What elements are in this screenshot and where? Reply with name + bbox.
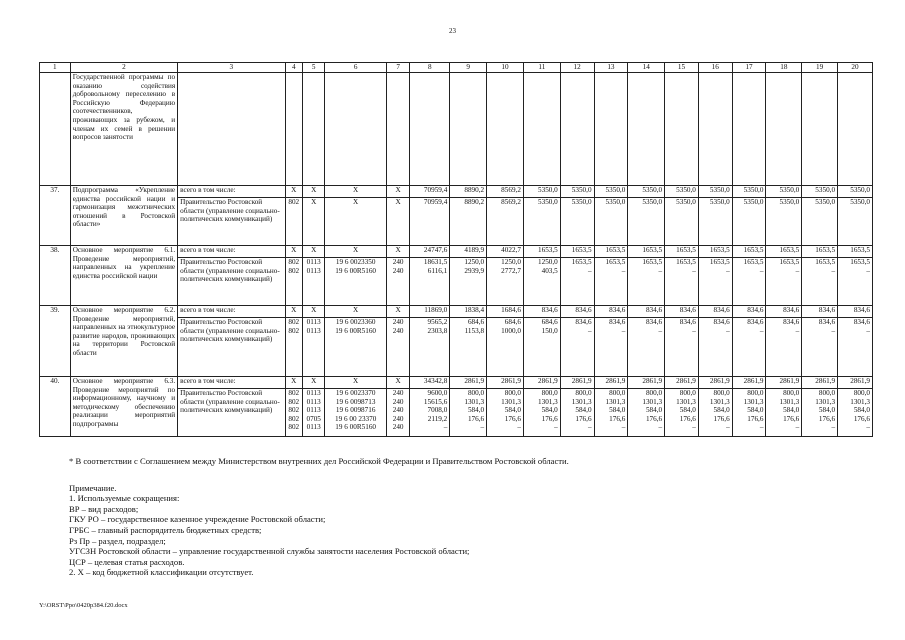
value-cell: 1250,0 2939,9	[450, 258, 487, 306]
grbs-cell: 802 802	[285, 318, 302, 377]
value-cell: 5350,0	[732, 186, 766, 198]
vr-cell: X	[386, 246, 410, 258]
value-cell: 1653,5 –	[766, 258, 802, 306]
value-cell: 5350,0	[665, 198, 699, 246]
value-cell: 834,6	[766, 306, 802, 318]
header-cell: 9	[450, 63, 487, 73]
value-cell: 4022,7	[487, 246, 524, 258]
value-cell: 4189,9	[450, 246, 487, 258]
value-cell: 834,6	[628, 306, 665, 318]
value-cell: 800,0 1301,3 584,0 176,6 –	[732, 389, 766, 437]
executor-cell: Правительство Ростовской области (управление социально-политических коммуникаций)	[178, 318, 285, 377]
value-cell: 5350,0	[698, 186, 732, 198]
value-cell: 800,0 1301,3 584,0 176,6 –	[665, 389, 699, 437]
value-cell: 684,6 150,0	[523, 318, 560, 377]
vr-cell: 240 240	[386, 258, 410, 306]
value-cell: 1653,5 –	[838, 258, 873, 306]
header-cell: 4	[285, 63, 302, 73]
header-cell: 16	[698, 63, 732, 73]
value-cell: 800,0 1301,3 584,0 176,6 –	[594, 389, 628, 437]
row-number-cell: 37.	[40, 186, 71, 246]
value-cell: 1653,5	[766, 246, 802, 258]
header-cell: 5	[302, 63, 325, 73]
note-line: 2. Х – код бюджетной классификации отсутствует.	[69, 567, 254, 578]
value-cell: 1653,5	[665, 246, 699, 258]
value-cell: 834,6	[802, 306, 838, 318]
value-cell: 800,0 1301,3 584,0 176,6 –	[523, 389, 560, 437]
value-cell: 5350,0	[665, 186, 699, 198]
csr-cell: 19 6 0023360 19 6 00R5160	[325, 318, 386, 377]
note-line: УГСЗН Ростовской области – управление государственной службы занятости населения Ростовской области;	[69, 546, 470, 557]
executor-cell: всего в том числе:	[178, 377, 285, 389]
grbs-cell: 802 802	[285, 258, 302, 306]
continuation-row	[40, 73, 873, 186]
value-cell: 1653,5	[523, 246, 560, 258]
vr-cell: X	[386, 186, 410, 198]
value-cell: 800,0 1301,3 584,0 176,6 –	[628, 389, 665, 437]
value-cell: 1653,5	[628, 246, 665, 258]
empty-cell	[523, 73, 560, 186]
header-cell: 2	[70, 63, 177, 73]
value-cell: 1653,5 –	[802, 258, 838, 306]
csr-cell: 19 6 0023350 19 6 00R5160	[325, 258, 386, 306]
header-cell: 14	[628, 63, 665, 73]
row-number-cell	[40, 73, 71, 186]
rzpr-cell: 0113 0113	[302, 258, 325, 306]
value-cell: 5350,0	[523, 186, 560, 198]
value-cell: 2861,9	[766, 377, 802, 389]
empty-cell	[450, 73, 487, 186]
value-cell: 2861,9	[838, 377, 873, 389]
description-cell: Основное мероприятие 6.3. Проведение мероприятий по информационному, научному и методическому обеспечению реализации мероприятий подпрограммы	[70, 377, 177, 437]
budget-table	[39, 62, 873, 437]
vr-cell: X	[386, 306, 410, 318]
rzpr-cell: X	[302, 186, 325, 198]
value-cell: 18631,5 6116,1	[410, 258, 450, 306]
header-cell: 19	[802, 63, 838, 73]
value-cell: 834,6 –	[732, 318, 766, 377]
grbs-cell: 802 802 802 802 802	[285, 389, 302, 437]
value-cell: 5350,0	[560, 198, 594, 246]
value-cell: 5350,0	[594, 198, 628, 246]
row-number-cell: 38.	[40, 246, 71, 306]
value-cell: 1653,5 –	[698, 258, 732, 306]
note-line: ВР – вид расходов;	[69, 503, 139, 514]
header-cell: 11	[523, 63, 560, 73]
vr-cell: X	[386, 198, 410, 246]
executor-cell: всего в том числе:	[178, 246, 285, 258]
csr-cell: X	[325, 186, 386, 198]
row-number-cell: 40.	[40, 377, 71, 437]
value-cell: 2861,9	[732, 377, 766, 389]
value-cell: 11869,0	[410, 306, 450, 318]
notes-section	[69, 456, 569, 578]
empty-cell	[302, 73, 325, 186]
table-row	[40, 377, 873, 389]
value-cell: 834,6 –	[594, 318, 628, 377]
value-cell: 1653,5	[802, 246, 838, 258]
header-row	[40, 63, 873, 73]
value-cell: 834,6	[838, 306, 873, 318]
value-cell: 24747,6	[410, 246, 450, 258]
vr-cell: X	[386, 377, 410, 389]
executor-cell: Правительство Ростовской области (управление социально-политических коммуникаций)	[178, 258, 285, 306]
executor-cell: Правительство Ростовской области (управление социально-политических коммуникаций)	[178, 198, 285, 246]
note-line: ГРБС – главный распорядитель бюджетных средств;	[69, 524, 262, 535]
value-cell: 5350,0	[802, 198, 838, 246]
value-cell: 834,6 –	[560, 318, 594, 377]
value-cell: 1653,5	[838, 246, 873, 258]
value-cell: 8569,2	[487, 186, 524, 198]
header-cell: 10	[487, 63, 524, 73]
description-cell: Основное мероприятие 6.2. Проведение мероприятий, направленных на этнокультурное развитие народов, проживающих на территории Ростовской области	[70, 306, 177, 377]
rzpr-cell: X	[302, 246, 325, 258]
value-cell: 800,0 1301,3 584,0 176,6 –	[450, 389, 487, 437]
value-cell: 5350,0	[838, 186, 873, 198]
value-cell: 2861,9	[523, 377, 560, 389]
value-cell: 2861,9	[487, 377, 524, 389]
value-cell: 9565,2 2303,8	[410, 318, 450, 377]
csr-cell: X	[325, 198, 386, 246]
header-cell: 1	[40, 63, 71, 73]
value-cell: 834,6	[698, 306, 732, 318]
csr-cell: X	[325, 246, 386, 258]
grbs-cell: X	[285, 306, 302, 318]
empty-cell	[732, 73, 766, 186]
empty-cell	[410, 73, 450, 186]
value-cell: 2861,9	[450, 377, 487, 389]
csr-cell: 19 6 0023370 19 6 0098713 19 6 0098716 19 6 00 23370 19 6 00R5160	[325, 389, 386, 437]
value-cell: 800,0 1301,3 584,0 176,6 –	[802, 389, 838, 437]
value-cell: 800,0 1301,3 584,0 176,6 –	[766, 389, 802, 437]
vr-cell: 240 240 240 240 240	[386, 389, 410, 437]
empty-cell	[766, 73, 802, 186]
header-cell: 7	[386, 63, 410, 73]
description-cell: Основное мероприятие 6.1. Проведение мероприятий, направленных на укрепление единства российской нации	[70, 246, 177, 306]
value-cell: 5350,0	[732, 198, 766, 246]
value-cell: 5350,0	[594, 186, 628, 198]
header-cell: 12	[560, 63, 594, 73]
header-cell: 8	[410, 63, 450, 73]
notes-list	[69, 483, 569, 578]
value-cell: 834,6	[732, 306, 766, 318]
value-cell: 834,6 –	[802, 318, 838, 377]
value-cell: 70959,4	[410, 198, 450, 246]
empty-cell	[628, 73, 665, 186]
value-cell: 800,0 1301,3 584,0 176,6 –	[838, 389, 873, 437]
value-cell: 2861,9	[698, 377, 732, 389]
value-cell: 2861,9	[560, 377, 594, 389]
value-cell: 70959,4	[410, 186, 450, 198]
rzpr-cell: X	[302, 306, 325, 318]
header-cell: 17	[732, 63, 766, 73]
value-cell: 8890,2	[450, 198, 487, 246]
rzpr-cell: 0113 0113	[302, 318, 325, 377]
value-cell: 1653,5 –	[560, 258, 594, 306]
empty-cell	[178, 73, 285, 186]
value-cell: 1250,0 403,5	[523, 258, 560, 306]
value-cell: 834,6 –	[698, 318, 732, 377]
table-row	[40, 186, 873, 198]
value-cell: 2861,9	[665, 377, 699, 389]
value-cell: 5350,0	[802, 186, 838, 198]
value-cell: 5350,0	[523, 198, 560, 246]
value-cell: 834,6 –	[628, 318, 665, 377]
value-cell: 800,0 1301,3 584,0 176,6 –	[698, 389, 732, 437]
empty-cell	[325, 73, 386, 186]
value-cell: 5350,0	[838, 198, 873, 246]
value-cell: 1250,0 2772,7	[487, 258, 524, 306]
value-cell: 834,6 –	[838, 318, 873, 377]
value-cell: 800,0 1301,3 584,0 176,6 –	[560, 389, 594, 437]
value-cell: 800,0 1301,3 584,0 176,6 –	[487, 389, 524, 437]
rzpr-cell: X	[302, 377, 325, 389]
header-cell: 13	[594, 63, 628, 73]
value-cell: 834,6 –	[665, 318, 699, 377]
empty-cell	[594, 73, 628, 186]
value-cell: 684,6 1153,8	[450, 318, 487, 377]
description-cell: Государственной программы по оказанию содействия добровольному переселению в Российскую Федерацию соотечественников, проживающих за рубежом, и членам их семей в решении вопросов занятости	[70, 73, 177, 186]
header-cell: 20	[838, 63, 873, 73]
empty-cell	[560, 73, 594, 186]
vr-cell: 240 240	[386, 318, 410, 377]
row-number-cell: 39.	[40, 306, 71, 377]
note-line: 1. Используемые сокращения:	[69, 493, 180, 504]
value-cell: 8569,2	[487, 198, 524, 246]
grbs-cell: X	[285, 246, 302, 258]
header-cell: 3	[178, 63, 285, 73]
footnote: * В соответствии с Соглашением между Министерством внутренних дел Российской Федерации и Правительством Ростовской области.	[69, 456, 569, 466]
value-cell: 2861,9	[802, 377, 838, 389]
value-cell: 1838,4	[450, 306, 487, 318]
empty-cell	[285, 73, 302, 186]
value-cell: 1653,5 –	[665, 258, 699, 306]
header-cell: 18	[766, 63, 802, 73]
csr-cell: X	[325, 377, 386, 389]
page-number: 23	[449, 27, 456, 35]
executor-cell: всего в том числе:	[178, 306, 285, 318]
header-cell: 6	[325, 63, 386, 73]
empty-cell	[665, 73, 699, 186]
rzpr-cell: X	[302, 198, 325, 246]
note-line: Примечание.	[69, 482, 117, 493]
value-cell: 1653,5 –	[628, 258, 665, 306]
value-cell: 684,6 1000,0	[487, 318, 524, 377]
value-cell: 8890,2	[450, 186, 487, 198]
value-cell: 5350,0	[560, 186, 594, 198]
empty-cell	[487, 73, 524, 186]
value-cell: 5350,0	[766, 198, 802, 246]
value-cell: 834,6	[665, 306, 699, 318]
note-line: ГКУ РО – государственное казенное учреждение Ростовской области;	[69, 514, 326, 525]
value-cell: 2861,9	[594, 377, 628, 389]
empty-cell	[386, 73, 410, 186]
empty-cell	[698, 73, 732, 186]
header-cell: 15	[665, 63, 699, 73]
executor-cell: Правительство Ростовской области (управление социально-политических коммуникаций)	[178, 389, 285, 437]
value-cell: 5350,0	[628, 198, 665, 246]
value-cell: 34342,8	[410, 377, 450, 389]
table-row	[40, 306, 873, 318]
rzpr-cell: 0113 0113 0113 0705 0113	[302, 389, 325, 437]
file-path: Y:\ORST\Ppo\0420p384.f20.docx	[39, 602, 128, 609]
csr-cell: X	[325, 306, 386, 318]
grbs-cell: X	[285, 186, 302, 198]
description-cell: Подпрограмма «Укрепление единства российской нации и гармонизация межэтнических отношений в Ростовской области»	[70, 186, 177, 246]
value-cell: 834,6	[594, 306, 628, 318]
value-cell: 5350,0	[698, 198, 732, 246]
value-cell: 834,6 –	[766, 318, 802, 377]
value-cell: 5350,0	[628, 186, 665, 198]
value-cell: 1684,6	[487, 306, 524, 318]
value-cell: 1653,5	[594, 246, 628, 258]
grbs-cell: 802	[285, 198, 302, 246]
value-cell: 1653,5 –	[732, 258, 766, 306]
value-cell: 5350,0	[766, 186, 802, 198]
note-line: Рз Пр – раздел, подраздел;	[69, 535, 166, 546]
value-cell: 834,6	[523, 306, 560, 318]
value-cell: 9600,0 15615,6 7008,0 2119,2 –	[410, 389, 450, 437]
value-cell: 1653,5	[698, 246, 732, 258]
value-cell: 1653,5 –	[594, 258, 628, 306]
table-row	[40, 246, 873, 258]
empty-cell	[802, 73, 838, 186]
value-cell: 1653,5	[732, 246, 766, 258]
value-cell: 1653,5	[560, 246, 594, 258]
value-cell: 834,6	[560, 306, 594, 318]
executor-cell: всего в том числе:	[178, 186, 285, 198]
note-line: ЦСР – целевая статья расходов.	[69, 556, 185, 567]
empty-cell	[838, 73, 873, 186]
value-cell: 2861,9	[628, 377, 665, 389]
grbs-cell: X	[285, 377, 302, 389]
